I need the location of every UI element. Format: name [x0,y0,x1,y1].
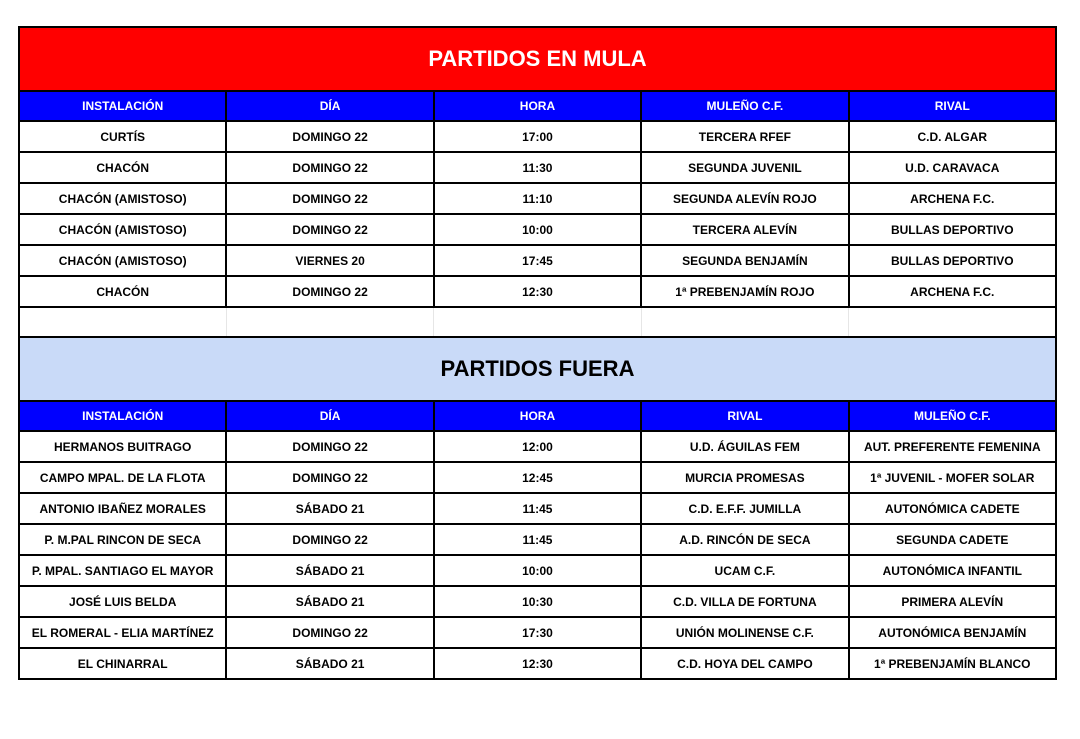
table-cell: U.D. CARAVACA [849,152,1056,183]
away-header-row [19,401,1056,431]
table-cell: ARCHENA F.C. [849,276,1056,307]
away-match-row [19,586,1056,617]
home-header-muleno: MULEÑO C.F. [641,91,848,121]
table-cell: 17:45 [434,245,641,276]
table-cell: SÁBADO 21 [226,586,433,617]
spacer-cell [434,307,641,337]
table-cell: CHACÓN [19,152,226,183]
table-cell: HERMANOS BUITRAGO [19,431,226,462]
away-match-row [19,648,1056,679]
table-cell: 11:10 [434,183,641,214]
table-cell: 10:00 [434,214,641,245]
table-cell: AUT. PREFERENTE FEMENINA [849,431,1056,462]
match-schedule-sheet [18,26,1055,680]
table-cell: AUTONÓMICA INFANTIL [849,555,1056,586]
table-cell: 17:00 [434,121,641,152]
table-cell: CHACÓN (AMISTOSO) [19,214,226,245]
home-header-instalacion: INSTALACIÓN [19,91,226,121]
spacer-cell [641,307,848,337]
table-cell: SEGUNDA CADETE [849,524,1056,555]
away-match-row [19,462,1056,493]
table-cell: 11:45 [434,524,641,555]
table-cell: PRIMERA ALEVÍN [849,586,1056,617]
away-match-row [19,493,1056,524]
table-cell: DOMINGO 22 [226,276,433,307]
table-cell: C.D. ALGAR [849,121,1056,152]
home-match-row [19,245,1056,276]
home-match-row [19,214,1056,245]
spacer-cell [19,307,226,337]
table-cell: UNIÓN MOLINENSE C.F. [641,617,848,648]
table-cell: 1ª JUVENIL - MOFER SOLAR [849,462,1056,493]
table-cell: C.D. HOYA DEL CAMPO [641,648,848,679]
table-cell: 11:45 [434,493,641,524]
table-cell: SÁBADO 21 [226,555,433,586]
table-cell: SEGUNDA BENJAMÍN [641,245,848,276]
home-header-rival: RIVAL [849,91,1056,121]
table-cell: 17:30 [434,617,641,648]
table-cell: CHACÓN (AMISTOSO) [19,183,226,214]
away-match-row [19,431,1056,462]
table-cell: SEGUNDA JUVENIL [641,152,848,183]
away-header-dia: DÍA [226,401,433,431]
table-cell: 1ª PREBENJAMÍN BLANCO [849,648,1056,679]
table-cell: AUTONÓMICA BENJAMÍN [849,617,1056,648]
table-cell: 12:30 [434,276,641,307]
table-cell: DOMINGO 22 [226,121,433,152]
table-cell: 10:30 [434,586,641,617]
schedule-table-body [19,27,1056,679]
table-cell: CHACÓN (AMISTOSO) [19,245,226,276]
table-cell: DOMINGO 22 [226,214,433,245]
table-cell: DOMINGO 22 [226,431,433,462]
table-cell: MURCIA PROMESAS [641,462,848,493]
home-match-row [19,121,1056,152]
table-cell: BULLAS DEPORTIVO [849,245,1056,276]
table-cell: EL ROMERAL - ELIA MARTÍNEZ [19,617,226,648]
table-cell: JOSÉ LUIS BELDA [19,586,226,617]
home-match-row [19,183,1056,214]
table-cell: ARCHENA F.C. [849,183,1056,214]
home-header-row [19,91,1056,121]
home-match-row [19,152,1056,183]
away-match-row [19,555,1056,586]
table-cell: 11:30 [434,152,641,183]
away-match-row [19,617,1056,648]
table-cell: P. MPAL. SANTIAGO EL MAYOR [19,555,226,586]
table-cell: DOMINGO 22 [226,152,433,183]
table-cell: AUTONÓMICA CADETE [849,493,1056,524]
table-cell: VIERNES 20 [226,245,433,276]
table-cell: EL CHINARRAL [19,648,226,679]
away-header-hora: HORA [434,401,641,431]
table-cell: C.D. VILLA DE FORTUNA [641,586,848,617]
table-cell: SÁBADO 21 [226,493,433,524]
home-match-row [19,276,1056,307]
table-cell: SÁBADO 21 [226,648,433,679]
away-header-instalacion: INSTALACIÓN [19,401,226,431]
table-cell: SEGUNDA ALEVÍN ROJO [641,183,848,214]
table-cell: DOMINGO 22 [226,462,433,493]
away-section-title: PARTIDOS FUERA [19,337,1056,401]
spacer-cell [849,307,1056,337]
table-cell: BULLAS DEPORTIVO [849,214,1056,245]
table-cell: DOMINGO 22 [226,617,433,648]
table-cell: P. M.PAL RINCON DE SECA [19,524,226,555]
home-header-dia: DÍA [226,91,433,121]
table-cell: 12:00 [434,431,641,462]
table-cell: CAMPO MPAL. DE LA FLOTA [19,462,226,493]
away-match-row [19,524,1056,555]
table-cell: DOMINGO 22 [226,183,433,214]
table-cell: TERCERA ALEVÍN [641,214,848,245]
table-cell: C.D. E.F.F. JUMILLA [641,493,848,524]
table-cell: CURTÍS [19,121,226,152]
table-cell: U.D. ÁGUILAS FEM [641,431,848,462]
home-title-row [19,27,1056,91]
table-cell: 12:30 [434,648,641,679]
table-cell: 12:45 [434,462,641,493]
table-cell: UCAM C.F. [641,555,848,586]
spacer-cell [226,307,433,337]
table-cell: TERCERA RFEF [641,121,848,152]
table-cell: DOMINGO 22 [226,524,433,555]
home-header-hora: HORA [434,91,641,121]
away-title-row [19,337,1056,401]
away-header-rival: RIVAL [641,401,848,431]
table-cell: A.D. RINCÓN DE SECA [641,524,848,555]
table-cell: 10:00 [434,555,641,586]
table-cell: 1ª PREBENJAMÍN ROJO [641,276,848,307]
home-section-title: PARTIDOS EN MULA [19,27,1056,91]
away-header-muleno: MULEÑO C.F. [849,401,1056,431]
schedule-table [18,26,1057,680]
section-spacer-row [19,307,1056,337]
table-cell: CHACÓN [19,276,226,307]
table-cell: ANTONIO IBAÑEZ MORALES [19,493,226,524]
